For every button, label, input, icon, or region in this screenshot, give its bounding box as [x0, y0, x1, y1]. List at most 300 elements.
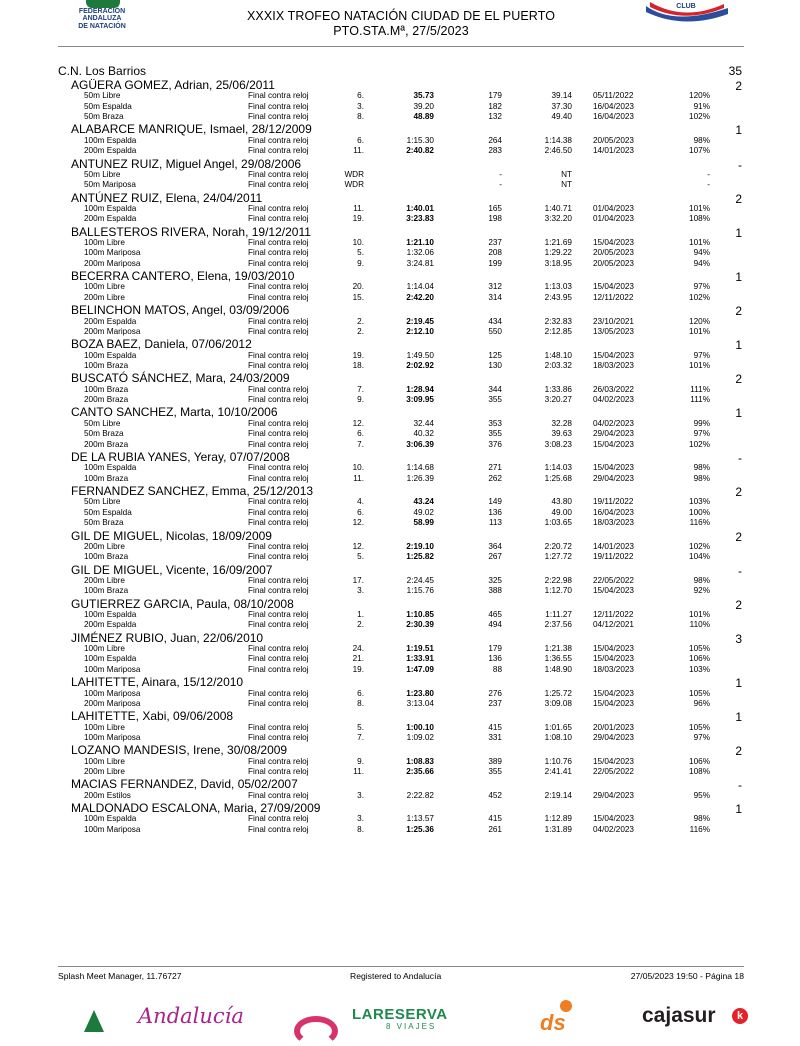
- result-event: 50m Libre: [84, 91, 121, 101]
- result-previous-time: 43.80: [551, 497, 572, 507]
- result-time: 3:06.39: [406, 439, 434, 449]
- result-time: 3:23.83: [406, 214, 434, 224]
- result-row: [58, 463, 744, 473]
- result-round: Final contra reloj: [248, 541, 309, 551]
- swimmer-header: [58, 450, 744, 463]
- result-previous-time: 3:20.27: [544, 395, 572, 405]
- result-percentage: 102%: [689, 112, 710, 122]
- result-round: Final contra reloj: [248, 169, 309, 179]
- swimmer-name: BOZA BAEZ, Daniela, 07/06/2012: [71, 337, 252, 352]
- swimmer-header: [58, 563, 744, 576]
- result-round: Final contra reloj: [248, 620, 309, 630]
- swimmer-count: 2: [735, 304, 742, 319]
- result-points: 415: [488, 722, 502, 732]
- swimmer-name: GUTIERREZ GARCIA, Paula, 08/10/2008: [71, 596, 294, 611]
- federation-line-3: DE NATACIÓN: [78, 22, 126, 30]
- result-points: 276: [488, 688, 502, 698]
- result-previous-time: 1:11.27: [545, 609, 572, 619]
- result-event: 200m Espalda: [84, 620, 137, 630]
- result-row: [58, 620, 744, 630]
- result-event: 200m Espalda: [84, 146, 137, 156]
- result-round: Final contra reloj: [248, 248, 309, 258]
- result-time: 43.24: [413, 497, 434, 507]
- result-previous-date: 18/03/2023: [593, 361, 634, 371]
- result-event: 100m Espalda: [84, 350, 137, 360]
- result-round: Final contra reloj: [248, 439, 309, 449]
- result-points: 314: [488, 292, 502, 302]
- result-place: 6.: [357, 507, 364, 517]
- result-previous-date: 18/03/2023: [593, 518, 634, 528]
- result-round: Final contra reloj: [248, 790, 309, 800]
- result-event: 100m Espalda: [84, 654, 137, 664]
- result-event: 100m Braza: [84, 552, 129, 562]
- club-name: C.N. Los Barrios: [58, 64, 147, 78]
- cajasur-k-icon: k: [732, 1008, 748, 1024]
- result-round: Final contra reloj: [248, 497, 309, 507]
- page-header: [58, 0, 744, 46]
- result-round: Final contra reloj: [248, 350, 309, 360]
- header-divider: [58, 46, 744, 47]
- result-row: [58, 542, 744, 552]
- result-previous-time: 2:37.56: [544, 620, 572, 630]
- result-row: [58, 552, 744, 562]
- result-event: 50m Libre: [84, 418, 121, 428]
- page-footer: [58, 971, 744, 985]
- result-percentage: 106%: [689, 756, 710, 766]
- result-previous-time: 49.00: [551, 507, 572, 517]
- result-points: 237: [488, 238, 502, 247]
- result-row: [58, 757, 744, 767]
- result-place: 1.: [357, 609, 364, 619]
- result-time: 2:19.10: [406, 541, 434, 551]
- result-row: [58, 699, 744, 709]
- result-event: 100m Espalda: [84, 814, 137, 824]
- swimmer-header: [58, 777, 744, 793]
- result-percentage: 98%: [693, 814, 710, 824]
- result-time: 39.20: [413, 101, 434, 111]
- result-row: [58, 723, 744, 733]
- result-place: 20.: [352, 282, 364, 292]
- result-row: [58, 136, 744, 146]
- result-percentage: 107%: [689, 146, 710, 156]
- footer-registered: Registered to Andalucía: [350, 971, 442, 981]
- result-previous-time: 3:18.95: [544, 258, 572, 268]
- result-previous-date: 20/05/2023: [593, 258, 634, 268]
- result-row: [58, 146, 744, 156]
- swimmer-count: -: [738, 157, 742, 172]
- result-previous-date: 04/02/2023: [593, 824, 634, 834]
- swimmer-count: 3: [735, 631, 742, 646]
- result-percentage: 91%: [693, 101, 710, 111]
- result-points: 136: [488, 654, 502, 664]
- result-previous-time: NT: [561, 180, 572, 190]
- result-row: [58, 293, 744, 303]
- swimmer-name: DE LA RUBIA YANES, Yeray, 07/07/2008: [71, 449, 290, 464]
- result-points: 283: [488, 146, 502, 156]
- result-row: [58, 214, 744, 224]
- result-points: 353: [488, 418, 502, 428]
- sponsor-ds: [534, 1000, 598, 1035]
- result-row: [58, 180, 744, 190]
- result-percentage: 105%: [689, 688, 710, 698]
- result-time: 2:42.20: [406, 292, 434, 302]
- result-place: 2.: [357, 326, 364, 336]
- result-previous-date: 04/02/2023: [593, 395, 634, 405]
- result-previous-date: 15/04/2023: [593, 654, 634, 664]
- result-row: [58, 248, 744, 258]
- result-points: 550: [488, 326, 502, 336]
- result-time: 1:13.57: [406, 814, 434, 824]
- result-points: 331: [488, 732, 502, 742]
- result-event: 200m Libre: [84, 292, 125, 302]
- result-row: [58, 351, 744, 361]
- result-row: [58, 327, 744, 337]
- result-row: [58, 767, 744, 777]
- result-previous-date: 16/04/2023: [593, 507, 634, 517]
- result-previous-date: 15/04/2023: [593, 350, 634, 360]
- result-time: 1:23.80: [406, 688, 434, 698]
- result-percentage: 101%: [689, 361, 710, 371]
- swimmer-count: -: [738, 563, 742, 578]
- result-round: Final contra reloj: [248, 429, 309, 439]
- result-event: 100m Mariposa: [84, 248, 141, 258]
- result-row: [58, 665, 744, 675]
- result-previous-time: 1:12.70: [544, 586, 572, 596]
- swimmer-name: MALDONADO ESCALONA, Maria, 27/09/2009: [71, 801, 321, 816]
- result-round: Final contra reloj: [248, 507, 309, 517]
- result-points: 494: [488, 620, 502, 630]
- result-percentage: 104%: [689, 552, 710, 562]
- result-previous-date: 12/11/2022: [593, 609, 634, 619]
- sponsor-andalucia: [78, 1000, 244, 1032]
- result-previous-time: 3:08.23: [544, 439, 572, 449]
- result-points: 388: [488, 586, 502, 596]
- swimmer-count: -: [738, 778, 742, 793]
- result-previous-date: 15/04/2023: [593, 814, 634, 824]
- result-row: [58, 317, 744, 327]
- result-round: Final contra reloj: [248, 203, 309, 213]
- result-row: [58, 825, 744, 835]
- result-place: 4.: [357, 497, 364, 507]
- result-row: [58, 654, 744, 664]
- result-place: 7.: [357, 384, 364, 394]
- result-place: 9.: [357, 756, 364, 766]
- result-previous-date: 15/04/2023: [593, 238, 634, 247]
- result-percentage: 100%: [689, 507, 710, 517]
- result-previous-date: 15/04/2023: [593, 282, 634, 292]
- result-time: 1:15.76: [406, 586, 434, 596]
- result-percentage: 106%: [689, 654, 710, 664]
- result-time: 58.99: [413, 518, 434, 528]
- result-previous-date: 18/03/2023: [593, 664, 634, 674]
- result-row: [58, 91, 744, 101]
- result-previous-date: 26/03/2022: [593, 384, 634, 394]
- result-percentage: 103%: [689, 664, 710, 674]
- result-row: [58, 361, 744, 371]
- result-event: 100m Libre: [84, 238, 125, 247]
- result-time: 1:47.09: [406, 664, 434, 674]
- result-previous-date: 23/10/2021: [593, 316, 634, 326]
- result-round: Final contra reloj: [248, 814, 309, 824]
- result-round: Final contra reloj: [248, 180, 309, 190]
- result-time: 1:10.85: [406, 609, 434, 619]
- sponsor-andalucia-text: Andalucía: [138, 1004, 244, 1028]
- swimmer-count: 1: [735, 123, 742, 138]
- result-row: [58, 586, 744, 596]
- result-percentage: 98%: [693, 473, 710, 483]
- result-row: [58, 508, 744, 518]
- result-round: Final contra reloj: [248, 395, 309, 405]
- result-previous-time: 2:32.83: [544, 316, 572, 326]
- swimmer-name: FERNANDEZ SANCHEZ, Emma, 25/12/2013: [71, 484, 314, 499]
- result-place: WDR: [344, 169, 364, 179]
- result-time: 3:09.95: [406, 395, 434, 405]
- result-previous-time: 1:12.89: [544, 814, 572, 824]
- swimmer-count: 1: [735, 406, 742, 421]
- result-previous-time: 1:13.03: [544, 282, 572, 292]
- footer-software: Splash Meet Manager, 11.76727: [58, 971, 182, 981]
- result-place: 9.: [357, 395, 364, 405]
- result-previous-date: 15/04/2023: [593, 688, 634, 698]
- result-points: 208: [488, 248, 502, 258]
- result-previous-date: 15/04/2023: [593, 463, 634, 473]
- swimmer-name: ANTÚNEZ RUIZ, Elena, 24/04/2011: [71, 190, 263, 205]
- result-event: 50m Braza: [84, 518, 124, 528]
- swimmer-header: [58, 371, 744, 387]
- sponsor-lareserva-text: LARESERVA: [352, 1006, 448, 1023]
- swimmer-count: 2: [735, 191, 742, 206]
- result-time: 2:35.66: [406, 767, 434, 777]
- result-percentage: 98%: [693, 575, 710, 585]
- result-place: 12.: [352, 518, 364, 528]
- result-percentage: 111%: [690, 384, 710, 394]
- result-round: Final contra reloj: [248, 552, 309, 562]
- result-previous-time: 2:41.41: [544, 767, 572, 777]
- swimmer-header: [58, 269, 744, 285]
- result-round: Final contra reloj: [248, 214, 309, 224]
- result-place: 5.: [357, 248, 364, 258]
- result-previous-date: 20/05/2023: [593, 248, 634, 258]
- result-points: 325: [488, 575, 502, 585]
- result-percentage: 102%: [689, 541, 710, 551]
- result-row: [58, 474, 744, 484]
- swimmer-count: 1: [735, 802, 742, 817]
- result-place: 7.: [357, 439, 364, 449]
- result-time: 1:14.68: [406, 463, 434, 473]
- result-previous-time: NT: [561, 169, 572, 179]
- result-event: 100m Libre: [84, 756, 125, 766]
- result-event: 200m Libre: [84, 575, 125, 585]
- swimmer-header: [58, 122, 744, 138]
- result-points: 165: [488, 203, 502, 213]
- swimmer-count: 2: [735, 372, 742, 387]
- swimmer-count: 1: [735, 338, 742, 353]
- result-event: 100m Braza: [84, 473, 129, 483]
- result-percentage: 111%: [690, 395, 710, 405]
- result-previous-time: 1:48.90: [544, 664, 572, 674]
- result-previous-date: 12/11/2022: [593, 292, 634, 302]
- result-time: 1:28.94: [406, 384, 434, 394]
- result-round: Final contra reloj: [248, 473, 309, 483]
- result-place: 8.: [357, 824, 364, 834]
- result-place: 19.: [352, 664, 364, 674]
- result-time: 1:00.10: [406, 722, 434, 732]
- result-previous-time: 1:01.65: [544, 722, 572, 732]
- result-row: [58, 644, 744, 654]
- result-row: [58, 419, 744, 429]
- result-percentage: 120%: [689, 91, 710, 101]
- swimmer-header: [58, 303, 744, 319]
- result-event: 50m Espalda: [84, 507, 132, 517]
- result-percentage: 101%: [689, 203, 710, 213]
- document-title: XXXIX TROFEO NATACIÓN CIUDAD DE EL PUERTO: [246, 9, 556, 23]
- result-event: 100m Mariposa: [84, 732, 141, 742]
- result-previous-time: 1:03.65: [544, 518, 572, 528]
- result-place: 5.: [357, 552, 364, 562]
- result-round: Final contra reloj: [248, 361, 309, 371]
- result-previous-date: 15/04/2023: [593, 644, 634, 654]
- result-round: Final contra reloj: [248, 767, 309, 777]
- result-row: [58, 259, 744, 269]
- result-points: 415: [488, 814, 502, 824]
- swimmer-count: 1: [735, 225, 742, 240]
- result-points: -: [499, 180, 502, 190]
- swimmer-list: [58, 78, 744, 835]
- result-previous-time: 1:25.72: [544, 688, 572, 698]
- result-row: [58, 576, 744, 586]
- swimmer-name: BALLESTEROS RIVERA, Norah, 19/12/2011: [71, 224, 311, 239]
- swimmer-header: [58, 191, 744, 204]
- document-subtitle: PTO.STA.Mª, 27/5/2023: [333, 24, 469, 38]
- result-place: 19.: [352, 214, 364, 224]
- swimmer-header: [58, 631, 744, 644]
- result-previous-time: 1:08.10: [544, 732, 572, 742]
- result-percentage: 105%: [689, 722, 710, 732]
- result-round: Final contra reloj: [248, 316, 309, 326]
- result-points: 434: [488, 316, 502, 326]
- result-time: 1:14.04: [406, 282, 434, 292]
- result-points: 132: [488, 112, 502, 122]
- result-points: 125: [488, 350, 502, 360]
- result-points: 267: [488, 552, 502, 562]
- result-round: Final contra reloj: [248, 463, 309, 473]
- result-time: 2:22.82: [406, 790, 434, 800]
- result-round: Final contra reloj: [248, 135, 309, 145]
- result-place: 7.: [357, 732, 364, 742]
- result-event: 50m Libre: [84, 169, 121, 179]
- result-points: 136: [488, 507, 502, 517]
- result-previous-time: 1:14.03: [544, 463, 572, 473]
- result-previous-date: 16/04/2023: [593, 101, 634, 111]
- result-row: [58, 395, 744, 405]
- result-place: 8.: [357, 698, 364, 708]
- result-previous-time: 1:21.38: [544, 644, 572, 654]
- result-points: 182: [488, 101, 502, 111]
- swimmer-count: 2: [735, 744, 742, 759]
- result-row: [58, 497, 744, 507]
- result-percentage: 97%: [693, 429, 710, 439]
- result-percentage: 98%: [693, 135, 710, 145]
- result-event: 200m Libre: [84, 767, 125, 777]
- result-round: Final contra reloj: [248, 384, 309, 394]
- result-event: 200m Espalda: [84, 214, 137, 224]
- result-row: [58, 791, 744, 801]
- result-time: 1:25.82: [406, 552, 434, 562]
- swimmer-name: GIL DE MIGUEL, Nicolas, 18/09/2009: [71, 528, 272, 543]
- result-event: 200m Espalda: [84, 316, 137, 326]
- result-points: -: [499, 169, 502, 179]
- sponsor-bar: [58, 1000, 744, 1035]
- result-time: 1:21.10: [406, 238, 434, 247]
- result-row: [58, 518, 744, 528]
- result-event: 50m Braza: [84, 112, 124, 122]
- result-place: 8.: [357, 112, 364, 122]
- swimmer-count: 1: [735, 676, 742, 691]
- result-previous-date: 22/05/2022: [593, 575, 634, 585]
- swimmer-header: [58, 337, 744, 353]
- swimmer-count: 1: [735, 270, 742, 285]
- result-percentage: 97%: [693, 282, 710, 292]
- result-points: 261: [488, 824, 502, 834]
- result-previous-time: 2:12.85: [544, 326, 572, 336]
- result-place: 3.: [357, 814, 364, 824]
- result-time: 1:15.30: [406, 135, 434, 145]
- result-percentage: 103%: [689, 497, 710, 507]
- footer-divider: [58, 966, 744, 967]
- result-points: 88: [492, 664, 502, 674]
- sponsor-lareserva-sub: 8 VIAJES: [386, 1022, 437, 1031]
- club-logo-text: CLUB: [676, 3, 696, 10]
- result-previous-date: 14/01/2023: [593, 146, 634, 156]
- result-place: 9.: [357, 258, 364, 268]
- result-previous-date: 15/04/2023: [593, 756, 634, 766]
- result-points: 355: [488, 429, 502, 439]
- result-round: Final contra reloj: [248, 688, 309, 698]
- result-round: Final contra reloj: [248, 575, 309, 585]
- result-previous-time: 39.63: [551, 429, 572, 439]
- swimmer-header: [58, 743, 744, 759]
- result-place: 18.: [352, 361, 364, 371]
- swimmer-count: 2: [735, 597, 742, 612]
- result-previous-time: 1:40.71: [544, 203, 572, 213]
- swimmer-header: [58, 597, 744, 610]
- result-previous-time: 2:20.72: [544, 541, 572, 551]
- result-event: 100m Espalda: [84, 203, 137, 213]
- result-round: Final contra reloj: [248, 418, 309, 428]
- result-time: 1:08.83: [406, 756, 434, 766]
- result-points: 312: [488, 282, 502, 292]
- result-round: Final contra reloj: [248, 722, 309, 732]
- result-points: 344: [488, 384, 502, 394]
- header-titles: [58, 9, 744, 39]
- result-round: Final contra reloj: [248, 698, 309, 708]
- result-event: 100m Mariposa: [84, 664, 141, 674]
- result-previous-time: 49.40: [551, 112, 572, 122]
- result-place: 12.: [352, 418, 364, 428]
- result-time: 49.02: [413, 507, 434, 517]
- swimmer-name: LAHITETTE, Xabi, 09/06/2008: [71, 709, 234, 724]
- result-percentage: -: [707, 180, 710, 190]
- result-percentage: 98%: [693, 463, 710, 473]
- result-previous-time: 2:03.32: [544, 361, 572, 371]
- result-place: 2.: [357, 620, 364, 630]
- result-previous-time: 32.28: [551, 418, 572, 428]
- swimmer-name: MACIAS FERNANDEZ, David, 05/02/2007: [71, 777, 298, 792]
- swimmer-count: 2: [735, 79, 742, 93]
- result-place: 6.: [357, 688, 364, 698]
- result-place: 11.: [353, 146, 364, 156]
- result-previous-date: 15/04/2023: [593, 586, 634, 596]
